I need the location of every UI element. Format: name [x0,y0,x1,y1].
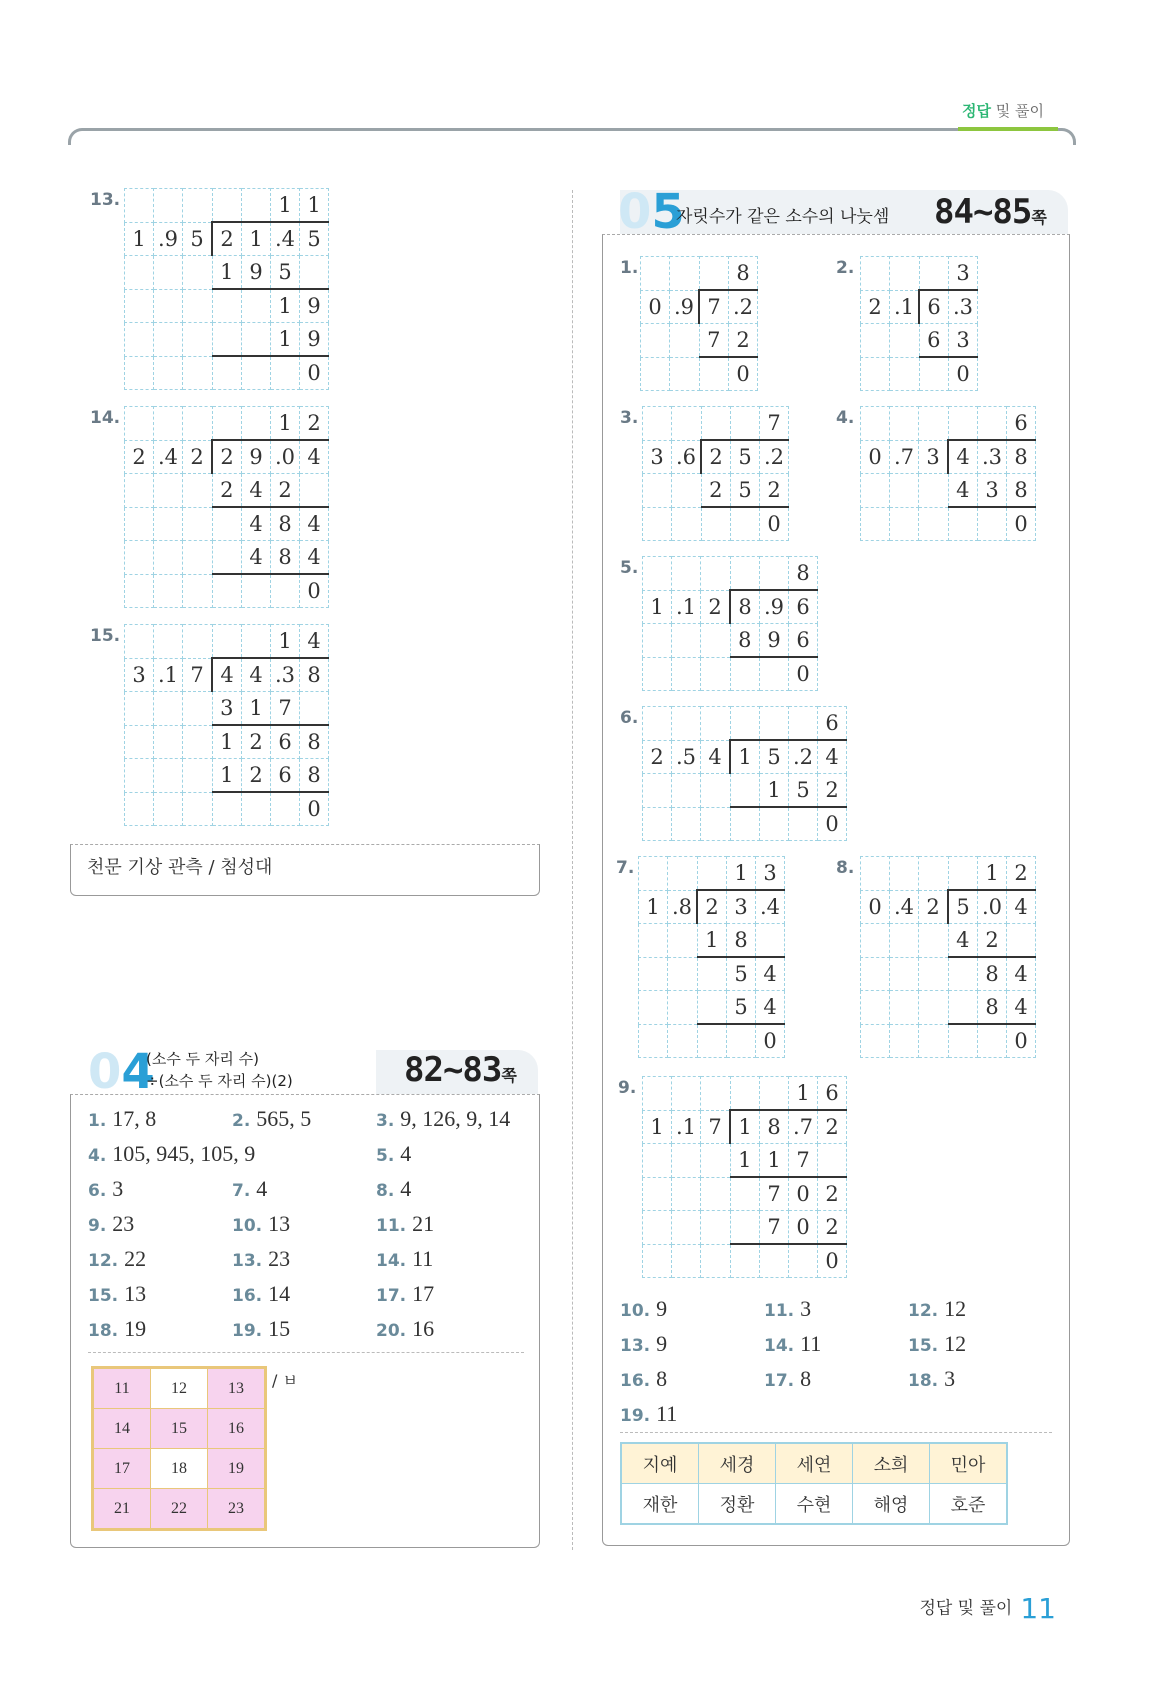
q05-9-number: 9. [618,1078,637,1098]
footer [919,1592,1056,1625]
sec05-answer-11: 11. 3 [764,1296,812,1321]
sec04-answer-12: 12. 22 [88,1246,147,1271]
page-number: 11 [1020,1592,1056,1625]
sec05-names-table: 지예 세경 세연 소희 민아 재한 정환 수현 해영 호준 [620,1442,1008,1525]
sec05-answer-17: 17. 8 [764,1366,812,1391]
q05-3-number: 3. [620,408,639,428]
sec04-answer-8: 8. 4 [376,1176,412,1201]
header-section-tab [962,100,1044,121]
sec04-answer-14: 14. 11 [376,1246,434,1271]
sec04-answer-9: 9. 23 [88,1211,135,1236]
sec04-title-line1: (소수 두 자리 수) [146,1050,259,1068]
sec04-answer-6: 6. 3 [88,1176,124,1201]
q05-4-number: 4. [836,408,855,428]
q05-9-grid: 1 6 1 .1 7 1 8 .7 2 1 1 7 7 0 2 7 0 2 0 [642,1076,847,1278]
header-tab-green: 정답 [962,102,991,120]
q05-1-grid: 8 0 .9 7 .2 7 2 0 [640,256,758,391]
sec05-answer-19: 19. 11 [620,1401,678,1426]
sec05-answer-15: 15. 12 [908,1331,967,1356]
sec04-answer-19: 19. 15 [232,1316,291,1341]
sec04-answer-11: 11. 21 [376,1211,435,1236]
sec04-answer-1: 1. 17, 8 [88,1106,157,1131]
sec04-answer-17: 17. 17 [376,1281,435,1306]
q05-8-grid: 1 2 0 .4 2 5 .0 4 4 2 8 4 8 4 0 [860,856,1036,1058]
header-tab-rest: 및 풀이 [990,102,1044,120]
sec04-answer-4: 4. 105, 945, 105, 9 [88,1141,256,1166]
astronomy-answer: 천문 기상 관측 / 첨성대 [87,857,273,878]
sec05-pages: 84~85쪽 [934,192,1046,232]
sec04-title-line2: ÷(소수 두 자리 수)(2) [146,1072,293,1090]
sec05-title: 자릿수가 같은 소수의 나눗셈 [676,207,890,227]
sec05-answer-16: 16. 8 [620,1366,668,1391]
sec05-answer-18: 18. 3 [908,1366,956,1391]
header-accent-bar [958,127,1058,131]
sec05-answer-14: 14. 11 [764,1331,822,1356]
q05-6-number: 6. [620,708,639,728]
sec05-answer-10: 10. 9 [620,1296,668,1321]
sec04-answer-2: 2. 565, 5 [232,1106,312,1131]
q05-8-number: 8. [836,858,855,878]
q05-6-grid: 6 2 .5 4 1 5 .2 4 1 5 2 0 [642,706,847,841]
sec04-answer-20: 20. 16 [376,1316,435,1341]
sec04-puzzle-note: / ㅂ [272,1371,298,1390]
sec04-answer-18: 18. 19 [88,1316,147,1341]
q05-7-number: 7. [616,858,635,878]
q05-7-grid: 1 3 1 .8 2 3 .4 1 8 5 4 5 4 0 [638,856,785,1058]
sec04-puzzle-grid: 11 12 13 14 15 16 17 18 19 21 22 23 [91,1366,267,1531]
sec04-answer-3: 3. 9, 126, 9, 14 [376,1106,511,1131]
question-14-number: 14. [90,408,121,428]
division-13-grid: 1 1 1 .9 5 2 1 .4 5 1 9 5 1 9 1 9 0 [124,188,329,390]
sec04-answer-13: 13. 23 [232,1246,291,1271]
column-divider [572,190,573,1550]
sec05-answer-13: 13. 9 [620,1331,668,1356]
sec04-answer-10: 10. 13 [232,1211,291,1236]
q05-2-number: 2. [836,258,855,278]
question-15-number: 15. [90,626,121,646]
sec05-number: 05 [618,184,685,240]
division-14-grid: 1 2 2 .4 2 2 9 .0 4 2 4 2 4 8 4 4 8 4 0 [124,406,329,608]
q05-3-grid: 7 3 .6 2 5 .2 2 5 2 0 [642,406,789,541]
q05-4-grid: 6 0 .7 3 4 .3 8 4 3 8 0 [860,406,1036,541]
sec04-number: 04 [88,1044,155,1100]
sec04-answer-15: 15. 13 [88,1281,147,1306]
sec05-separator [620,1432,1052,1433]
sec05-answer-12: 12. 12 [908,1296,967,1321]
sec04-pages: 82~83쪽 [404,1050,516,1090]
sec04-answer-5: 5. 4 [376,1141,412,1166]
q05-1-number: 1. [620,258,639,278]
left-answer-box [70,844,540,896]
footer-label: 정답 및 풀이 [919,1598,1013,1619]
header-rule [68,128,1076,145]
sec04-answer-16: 16. 14 [232,1281,291,1306]
sec04-separator [88,1352,524,1353]
division-15-grid: 1 4 3 .1 7 4 4 .3 8 3 1 7 1 2 6 8 1 2 6 8 0 [124,624,329,826]
sec04-answer-7: 7. 4 [232,1176,268,1201]
question-13-number: 13. [90,190,121,210]
q05-5-grid: 8 1 .1 2 8 .9 6 8 9 6 0 [642,556,818,691]
q05-5-number: 5. [620,558,639,578]
q05-2-grid: 3 2 .1 6 .3 6 3 0 [860,256,978,391]
